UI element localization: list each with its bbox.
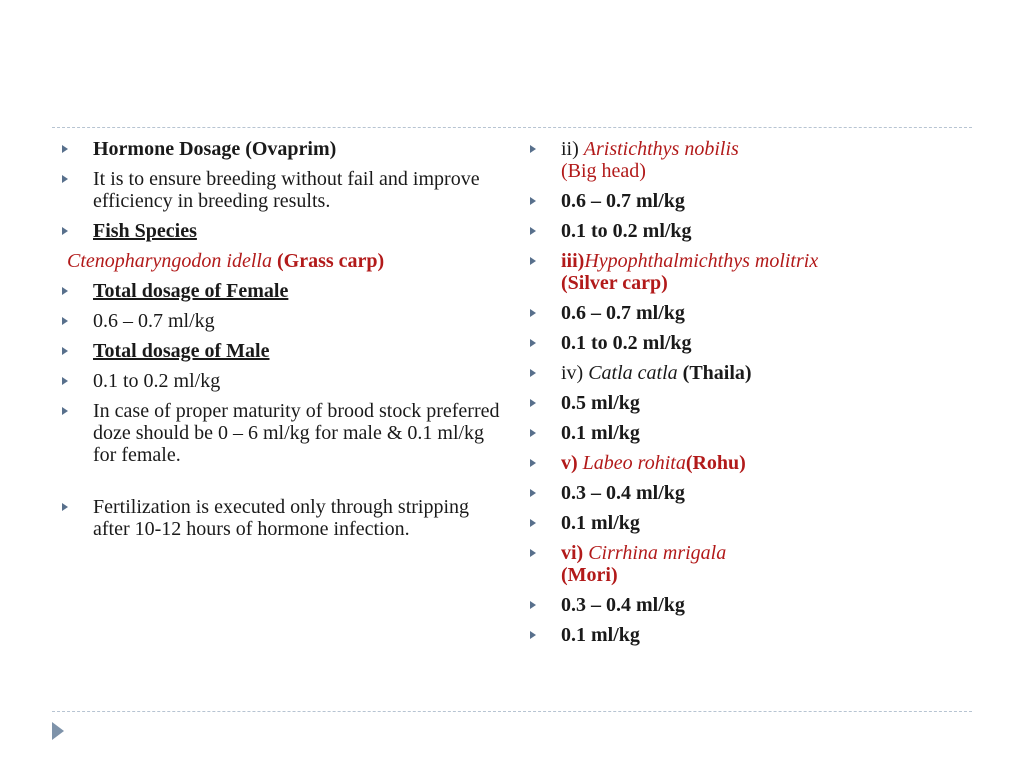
- list-item: [62, 280, 502, 302]
- female-dosage-heading: Total dosage of Female: [93, 280, 289, 302]
- list-item: [62, 496, 502, 540]
- list-item: [530, 332, 830, 354]
- dosage-value: 0.1 ml/kg: [561, 624, 640, 646]
- species-common-name: (Mori): [561, 564, 618, 586]
- left-bullet-list: [62, 138, 502, 540]
- triangle-bullet-icon: [530, 429, 536, 437]
- species-number: ii): [561, 138, 584, 160]
- species-common-name: (Thaila): [677, 362, 752, 384]
- species-scientific-name: Aristichthys nobilis: [583, 138, 739, 160]
- list-item: [530, 422, 830, 444]
- triangle-bullet-icon: [530, 399, 536, 407]
- triangle-bullet-icon: [530, 257, 536, 265]
- triangle-bullet-icon: [62, 287, 68, 295]
- triangle-bullet-icon: [530, 227, 536, 235]
- male-dosage-heading: Total dosage of Male: [93, 340, 270, 362]
- female-dosage-value: 0.6 – 0.7 ml/kg: [93, 310, 215, 332]
- top-divider: [52, 127, 972, 128]
- species-scientific-name: Labeo rohita: [582, 452, 686, 474]
- triangle-bullet-icon: [530, 631, 536, 639]
- triangle-bullet-icon: [62, 377, 68, 385]
- list-item: [530, 138, 830, 182]
- list-item: [530, 452, 830, 474]
- list-item: [62, 138, 502, 160]
- triangle-bullet-icon: [62, 503, 68, 511]
- maturity-note: In case of proper maturity of brood stock preferred doze should be 0 – 6 ml/kg for male & 0.1 ml/kg for female.: [93, 400, 500, 466]
- species-scientific-name: Hypophthalmichthys molitrix: [584, 250, 819, 272]
- triangle-bullet-icon: [530, 339, 536, 347]
- list-item: [530, 220, 830, 242]
- triangle-bullet-icon: [62, 175, 68, 183]
- species-number: v): [561, 452, 583, 474]
- species-number: iii): [561, 250, 585, 272]
- list-item: [530, 512, 830, 534]
- fish-species-heading: Fish Species: [93, 220, 197, 242]
- list-item: [530, 302, 830, 324]
- list-item: [62, 400, 502, 466]
- right-column: [530, 138, 830, 654]
- list-item: [62, 370, 502, 392]
- dosage-value: 0.1 to 0.2 ml/kg: [561, 332, 692, 354]
- species-common-name: (Silver carp): [561, 272, 668, 294]
- species-scientific-name: Cirrhina mrigala: [588, 542, 727, 564]
- male-dosage-value: 0.1 to 0.2 ml/kg: [93, 370, 221, 392]
- triangle-bullet-icon: [530, 489, 536, 497]
- bottom-divider: [52, 711, 972, 712]
- dosage-value: 0.3 – 0.4 ml/kg: [561, 594, 685, 616]
- triangle-bullet-icon: [530, 309, 536, 317]
- dosage-value: 0.6 – 0.7 ml/kg: [561, 302, 685, 324]
- species-number: vi): [561, 542, 589, 564]
- list-item: [62, 340, 502, 362]
- triangle-bullet-icon: [62, 347, 68, 355]
- purpose-text: It is to ensure breeding without fail and improve efficiency in breeding results.: [93, 168, 480, 212]
- list-item: [530, 594, 830, 616]
- dosage-value: 0.1 ml/kg: [561, 422, 640, 444]
- triangle-bullet-icon: [62, 145, 68, 153]
- dosage-value: 0.3 – 0.4 ml/kg: [561, 482, 685, 504]
- list-item: [62, 220, 502, 242]
- dosage-value: 0.1 ml/kg: [561, 512, 640, 534]
- list-item: [530, 624, 830, 646]
- list-item: [62, 310, 502, 332]
- triangle-bullet-icon: [530, 519, 536, 527]
- list-item: [62, 250, 502, 272]
- hormone-dosage-heading: Hormone Dosage (Ovaprim): [93, 138, 337, 160]
- fertilization-note: Fertilization is executed only through stripping after 10-12 hours of hormone infection.: [93, 496, 470, 540]
- triangle-bullet-icon: [62, 317, 68, 325]
- triangle-bullet-icon: [530, 369, 536, 377]
- triangle-bullet-icon: [62, 227, 68, 235]
- species-common-name: (Rohu): [685, 452, 746, 474]
- species-common-name: (Big head): [561, 160, 646, 182]
- dosage-value: 0.5 ml/kg: [561, 392, 640, 414]
- list-item: [530, 190, 830, 212]
- species-scientific-name: Catla catla: [588, 362, 678, 384]
- triangle-bullet-icon: [530, 601, 536, 609]
- dosage-value: 0.1 to 0.2 ml/kg: [561, 220, 692, 242]
- right-bullet-list: [530, 138, 830, 646]
- list-item: [530, 362, 830, 384]
- triangle-bullet-icon: [62, 407, 68, 415]
- triangle-bullet-icon: [530, 197, 536, 205]
- triangle-bullet-icon: [530, 549, 536, 557]
- list-item: [530, 392, 830, 414]
- list-item: [530, 542, 830, 586]
- species-number: iv): [561, 362, 589, 384]
- species-scientific-name: Ctenopharyngodon idella: [67, 250, 272, 272]
- triangle-bullet-icon: [530, 459, 536, 467]
- list-item: [530, 482, 830, 504]
- list-item: [62, 168, 502, 212]
- list-item: [530, 250, 830, 294]
- species-common-name: (Grass carp): [271, 250, 385, 272]
- triangle-bullet-icon: [530, 145, 536, 153]
- next-slide-arrow-icon[interactable]: [52, 722, 64, 740]
- left-column: [62, 138, 502, 548]
- dosage-value: 0.6 – 0.7 ml/kg: [561, 190, 685, 212]
